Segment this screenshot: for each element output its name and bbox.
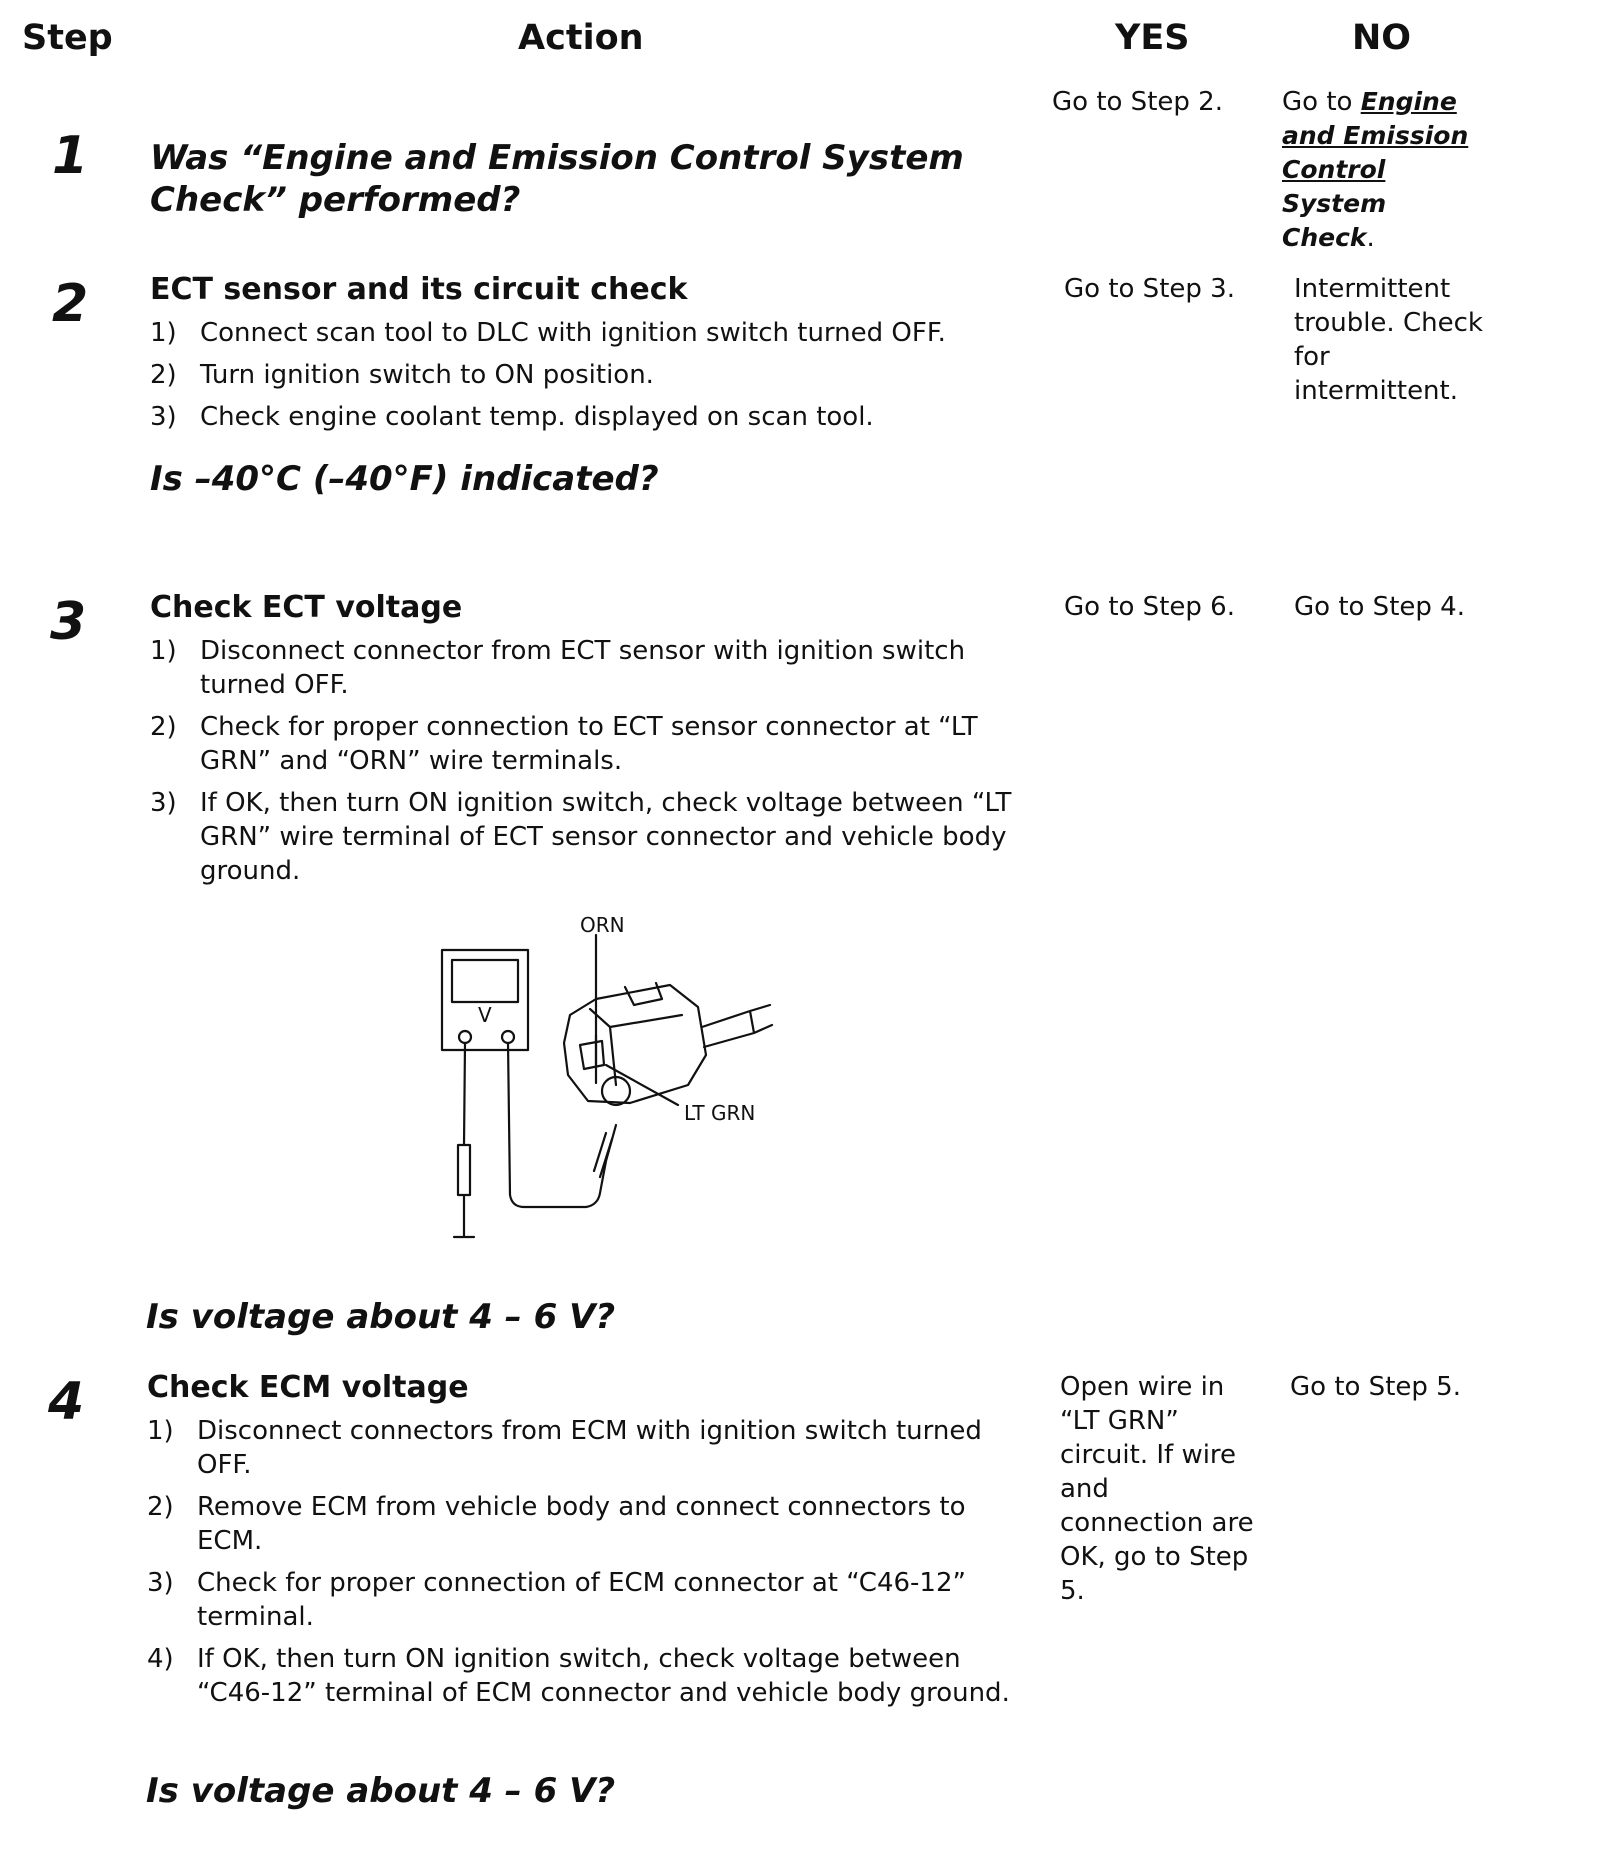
step-1-no-suffix: . (1366, 223, 1375, 253)
list-item (147, 1414, 1027, 1482)
voltmeter-display (452, 960, 518, 1002)
list-item (150, 786, 1030, 888)
step-2-no: Intermittent trouble. Check for intermittent. (1294, 274, 1483, 406)
positive-lead (508, 1043, 616, 1207)
list-item (150, 634, 1030, 702)
step-2-number: 2 (52, 274, 89, 334)
item-text: Check for proper connection to ECT sensor connector at “LT GRN” and “ORN” wire terminals. (200, 712, 978, 776)
header-step: Step (22, 18, 113, 58)
ground-probe-lead (454, 1043, 474, 1237)
list-item (150, 710, 1030, 778)
step-4-question: Is voltage about 4 – 6 V? (146, 1771, 616, 1811)
step-3-question: Is voltage about 4 – 6 V? (146, 1297, 616, 1337)
meter-label: V (478, 1003, 492, 1027)
voltmeter-terminal-pos (502, 1031, 514, 1043)
item-number: 4) (147, 1644, 174, 1674)
step-2-question: Is –40°C (–40°F) indicated? (150, 459, 659, 499)
item-number: 1) (150, 636, 177, 666)
step-2-title: ECT sensor and its circuit check (150, 272, 688, 307)
ect-voltage-diagram (420, 915, 840, 1255)
item-text: Check engine coolant temp. displayed on scan tool. (200, 402, 874, 432)
step-4-title: Check ECM voltage (147, 1370, 469, 1405)
item-number: 3) (150, 402, 177, 432)
item-text: If OK, then turn ON ignition switch, check voltage between “C46-12” terminal of ECM connector and vehicle body ground. (197, 1644, 1010, 1708)
header-no: NO (1352, 18, 1412, 58)
step-4-number: 4 (48, 1372, 85, 1432)
wire-harness (702, 1005, 772, 1047)
item-text: Remove ECM from vehicle body and connect connectors to ECM. (197, 1492, 966, 1556)
step-1-number: 1 (52, 126, 89, 186)
item-text: Disconnect connector from ECT sensor with ignition switch turned OFF. (200, 636, 966, 700)
item-text: Connect scan tool to DLC with ignition switch turned OFF. (200, 318, 946, 348)
step-1-yes: Go to Step 2. (1052, 87, 1223, 117)
item-number: 2) (150, 712, 177, 742)
list-item (150, 316, 1030, 350)
step-1-no-prefix: Go to (1282, 87, 1353, 117)
step-4-no: Go to Step 5. (1290, 1372, 1461, 1402)
step-2-yes: Go to Step 3. (1064, 274, 1235, 304)
voltmeter-body (442, 950, 528, 1050)
step-1-no-bold: System Check (1282, 189, 1387, 252)
item-number: 3) (150, 788, 177, 818)
step-2-list (150, 316, 1030, 442)
voltmeter-terminal-neg (459, 1031, 471, 1043)
item-text: If OK, then turn ON ignition switch, check voltage between “LT GRN” wire terminal of ECT sensor connector and vehicle body ground. (200, 788, 1012, 886)
step-3-yes: Go to Step 6. (1064, 592, 1235, 622)
orn-label: ORN (580, 915, 625, 937)
list-item (147, 1566, 1027, 1634)
list-item (150, 400, 1030, 434)
item-text: Turn ignition switch to ON position. (200, 360, 654, 390)
list-item (147, 1490, 1027, 1558)
header-action: Action (518, 18, 644, 58)
list-item (150, 358, 1030, 392)
item-number: 2) (147, 1492, 174, 1522)
step-4-list (147, 1414, 1027, 1718)
engine-emission-check-link[interactable]: Engine and Emission Control (1282, 87, 1469, 184)
step-3-title: Check ECT voltage (150, 590, 463, 625)
item-number: 3) (147, 1568, 174, 1598)
step-3-list (150, 634, 1030, 896)
list-item (147, 1642, 1027, 1710)
item-number: 2) (150, 360, 177, 390)
step-1-question: Was “Engine and Emission Control System Check” performed? (150, 138, 964, 220)
step-1-no (1282, 85, 1482, 255)
step-4-yes: Open wire in “LT GRN” circuit. If wire and connection are OK, go to Step 5. (1060, 1372, 1254, 1606)
item-number: 1) (147, 1416, 174, 1446)
item-text: Disconnect connectors from ECM with ignition switch turned OFF. (197, 1416, 982, 1480)
item-number: 1) (150, 318, 177, 348)
ltgrn-label: LT GRN (684, 1101, 756, 1125)
step-3-number: 3 (50, 592, 87, 652)
header-yes: YES (1115, 18, 1190, 58)
item-text: Check for proper connection of ECM connector at “C46-12” terminal. (197, 1568, 966, 1632)
step-3-no: Go to Step 4. (1294, 592, 1465, 622)
